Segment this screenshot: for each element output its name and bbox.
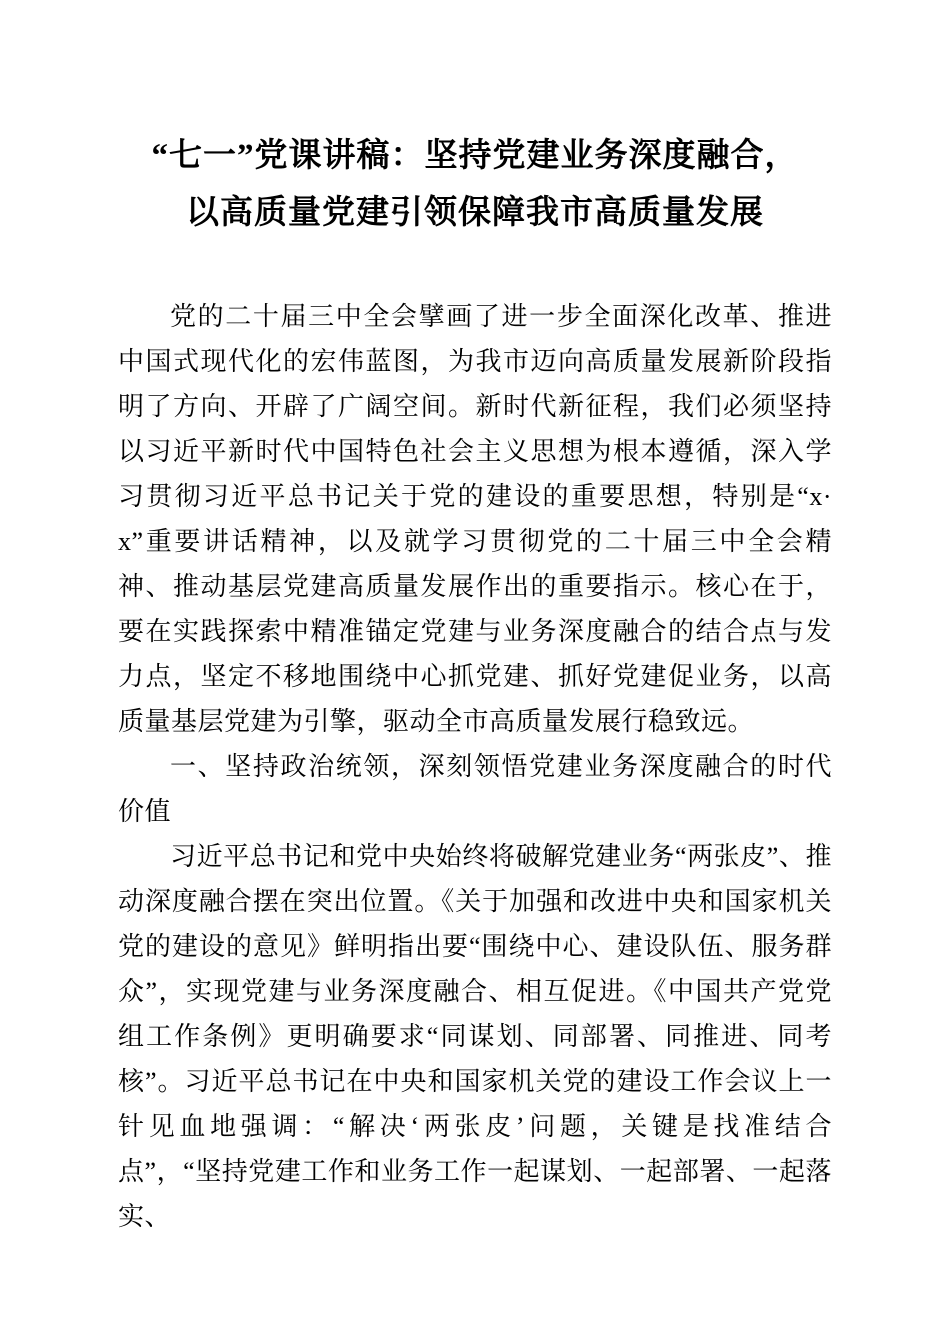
paragraph-section-heading: 一、坚持政治统领，深刻领悟党建业务深度融合的时代价值: [118, 752, 832, 826]
document-title: [118, 128, 832, 242]
document-title-line-1: “七一”党课讲稿：坚持党建业务深度融合，: [151, 138, 799, 174]
paragraph-intro: 党的二十届三中全会擘画了进一步全面深化改革、推进中国式现代化的宏伟蓝图，为我市迈向高质量发展新阶段指明了方向、开辟了广阔空间。新时代新征程，我们必须坚持以习近平新时代中国特色社会主义思想为根本遵循，深入学习贯彻习近平总书记关于党的建设的重要思想，特别是“x·x”重要讲话精神，以及就学习贯彻党的二十届三中全会精神、推动基层党建高质量发展作出的重要指示。核心在于，要在实践探索中精准锚定党建与业务深度融合的结合点与发力点，坚定不移地围绕中心抓党建、抓好党建促业务，以高质量基层党建为引擎，驱动全市高质量发展行稳致远。: [118, 302, 832, 736]
paragraph-section-body: 习近平总书记和党中央始终将破解党建业务“两张皮”、推动深度融合摆在突出位置。《关于加强和改进中央和国家机关党的建设的意见》鲜明指出要“围绕中心、建设队伍、服务群众”，实现党建与业务深度融合、相互促进。《中国共产党党组工作条例》更明确要求“同谋划、同部署、同推进、同考核”。习近平总书记在中央和国家机关党的建设工作会议上一针见血地强调：“解决‘两张皮’问题，关键是找准结合点”，“坚持党建工作和业务工作一起谋划、一起部署、一起落实、: [118, 842, 832, 1231]
document-body: [118, 294, 832, 1239]
document-title-line-2: 以高质量党建引领保障我市高质量发展: [186, 195, 764, 231]
